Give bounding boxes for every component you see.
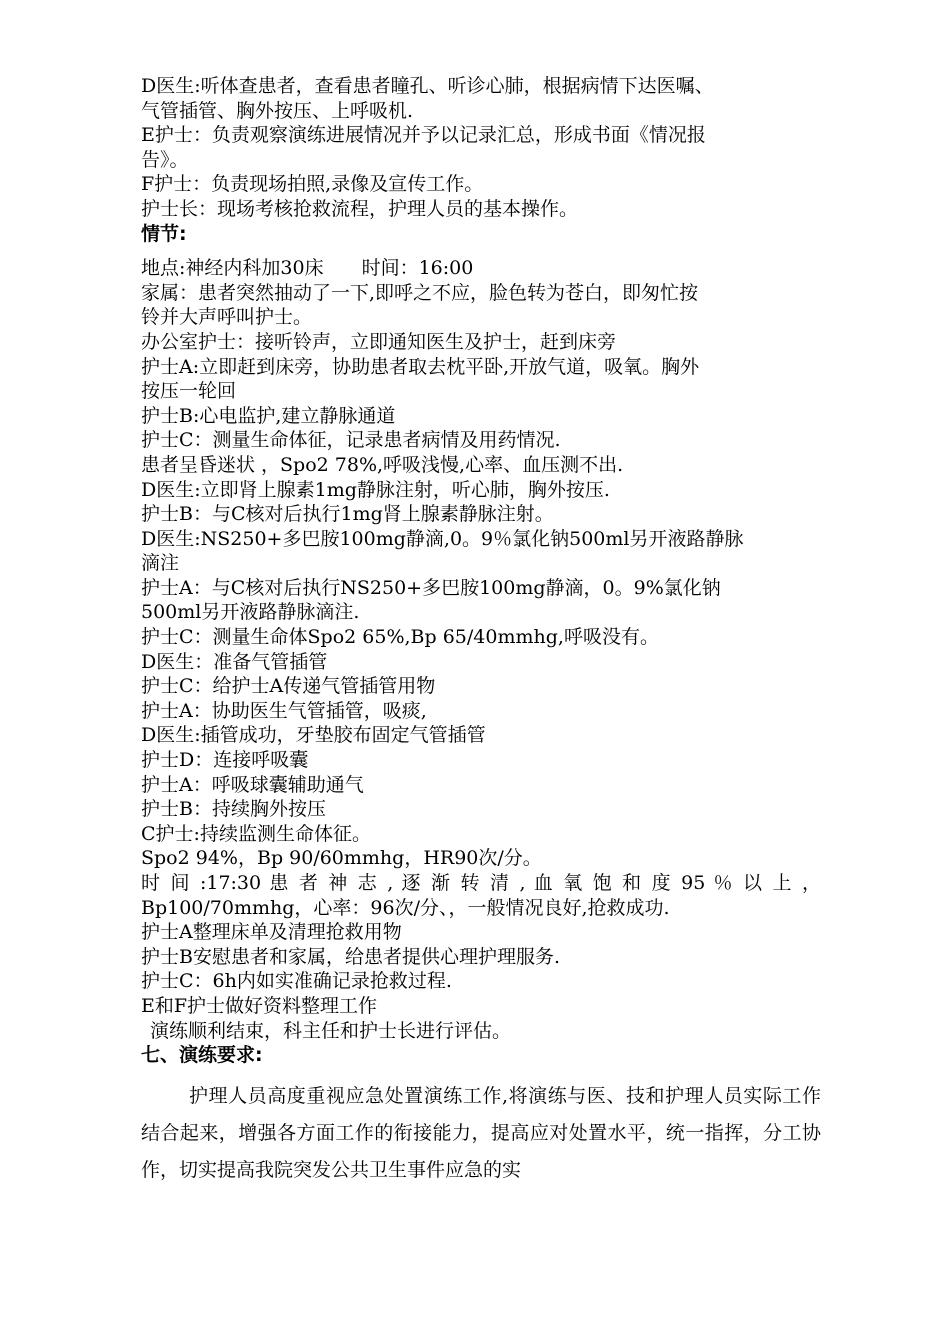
plot-line: 护士A：与C核对后执行NS250+多巴胺100mg静滴，0。9%氯化钠 — [141, 576, 721, 599]
plot-line: D医生：准备气管插管 — [141, 650, 328, 673]
plot-line: 护士A：呼吸球囊辅助通气 — [141, 773, 364, 796]
plot-line: D医生:插管成功，牙垫胶布固定气管插管 — [141, 724, 486, 747]
plot-line-justified: 时 间 :17:30 患 者 神 志 , 逐 渐 转 清 , 血 氧 饱 和 度 95 ％ 以 上 ， — [141, 872, 821, 894]
role-line: F护士：负责现场拍照,录像及宣传工作。 — [141, 173, 484, 196]
plot-line: 护士D：连接呼吸囊 — [141, 749, 309, 772]
plot-line: E和F护士做好资料整理工作 — [141, 994, 378, 1017]
roles-section — [141, 74, 821, 222]
plot-line: 地点:神经内科加30床 时间：16:00 — [141, 257, 474, 280]
plot-line: D医生:NS250+多巴胺100mg静滴,0。9％氯化钠500ml另开液路静脉 — [141, 527, 744, 550]
closing-line: 演练顺利结束，科主任和护士长进行评估。 — [150, 1019, 512, 1042]
document-page — [141, 74, 821, 1189]
plot-line: 护士A:立即赶到床旁，协助患者取去枕平卧,开放气道，吸氧。胸外 — [141, 355, 700, 378]
role-line: E护士：负责观察演练进展情况并予以记录汇总，形成书面《情况报 — [141, 124, 706, 147]
plot-line: 护士A整理床单及清理抢救用物 — [141, 921, 402, 944]
plot-line: 护士C：给护士A传递气管插管用物 — [141, 675, 436, 698]
plot-line: 按压一轮回 — [141, 380, 237, 403]
plot-line: 办公室护士：接听铃声，立即通知医生及护士，赶到床旁 — [141, 330, 617, 353]
plot-line: 护士B:心电监护,建立静脉通道 — [141, 404, 396, 427]
plot-line: 家属：患者突然抽动了一下,即呼之不应，脸色转为苍白，即匆忙按 — [141, 281, 699, 304]
plot-line: Bp100/70mmhg，心率：96次/分、，一般情况良好,抢救成功. — [141, 896, 670, 919]
plot-line: 滴注 — [141, 552, 180, 575]
role-line: 气管插管、胸外按压、上呼吸机. — [141, 99, 414, 122]
section-7-heading: 七、演练要求: — [141, 1044, 263, 1067]
plot-line: 护士B：持续胸外按压 — [141, 798, 326, 821]
role-line: 护士长：现场考核抢救流程，护理人员的基本操作。 — [141, 197, 579, 220]
plot-line: 护士C：6h内如实准确记录抢救过程. — [141, 970, 452, 993]
plot-line: Spo2 94%，Bp 90/60mmhg，HR90次/分。 — [141, 847, 542, 870]
plot-line: 护士C：测量生命体Spo2 65%,Bp 65/40mmhg,呼吸没有。 — [141, 626, 659, 649]
plot-line: 护士C：测量生命体征，记录患者病情及用药情况. — [141, 429, 561, 452]
role-line: D医生:听体查患者，查看患者瞳孔、听诊心肺，根据病情下达医嘱、 — [141, 75, 714, 97]
plot-heading: 情节: — [141, 222, 187, 245]
plot-section — [141, 256, 821, 1043]
role-line: 告》。 — [141, 148, 189, 171]
plot-line: 护士B安慰患者和家属，给患者提供心理护理服务. — [141, 945, 561, 968]
plot-line: C护士:持续监测生命体征。 — [141, 822, 371, 845]
plot-line: 铃并大声呼叫护士。 — [141, 306, 313, 329]
plot-line: D医生:立即肾上腺素1mg静脉注射，听心肺，胸外按压. — [141, 478, 610, 501]
section-7-paragraph: 护理人员高度重视应急处置演练工作,将演练与医、技和护理人员实际工作结合起来，增强各方面工作的衔接能力，提高应对处置水平，统一指挥，分工协作，切实提高我院突发公共卫生事件应急的实 — [141, 1084, 821, 1181]
plot-line: 患者呈昏迷状 ，Spo2 78%,呼吸浅慢,心率、血压测不出. — [141, 453, 624, 476]
plot-line: 护士A：协助医生气管插管，吸痰, — [141, 699, 427, 722]
plot-line: 500ml另开液路静脉滴注. — [141, 601, 360, 624]
plot-line: 护士B：与C核对后执行1mg肾上腺素静脉注射。 — [141, 503, 554, 526]
